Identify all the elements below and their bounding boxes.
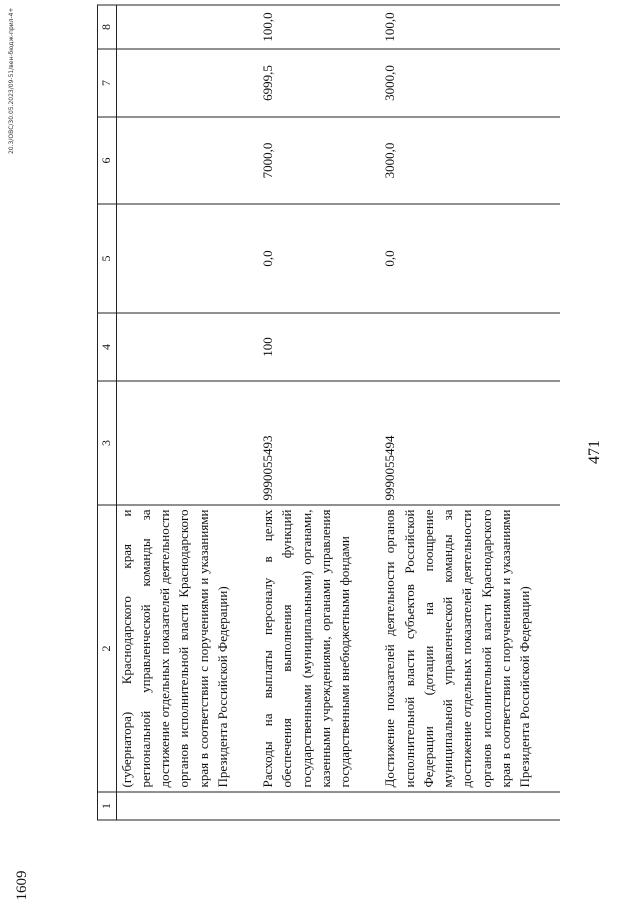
row-value-col8 bbox=[116, 5, 258, 49]
row-target-code bbox=[116, 381, 258, 505]
document-stamp: 20.3/ОВС/30.05.2023/09-51/вен-бюдж-прил-4+ bbox=[8, 7, 15, 155]
footer-page-code: 1609 bbox=[14, 870, 30, 901]
col-header-4: 4 bbox=[98, 313, 117, 381]
row-number bbox=[116, 792, 258, 820]
row-expense-type bbox=[380, 313, 560, 381]
row-value-col5: 0,0 bbox=[258, 204, 380, 313]
row-value-col7 bbox=[116, 49, 258, 117]
row-value-col5: 0,0 bbox=[380, 204, 560, 313]
row-value-col7: 6999,5 bbox=[258, 49, 380, 117]
row-value-col6: 7000,0 bbox=[258, 117, 380, 204]
row-description: Достижение показателей деятельности органов исполнительной власти субъектов Российской Федерации (дотации на поощрение муниципальной управленческой команды за достижение отдельных показателей деятельности органов исполнительной власти Краснодарского края в соответствии с поручениями и указаниями Президента Российской Федерации) bbox=[380, 505, 560, 792]
col-header-2: 2 bbox=[98, 505, 117, 792]
row-description: Расходы на выплаты персоналу в целях обеспечения выполнения функций государственными (муниципальными) органами, казенными учреждениями, органами управления государственными внебюджетными фондами bbox=[258, 505, 380, 792]
col-header-1: 1 bbox=[98, 792, 117, 820]
col-header-6: 6 bbox=[98, 117, 117, 204]
row-expense-type: 100 bbox=[258, 313, 380, 381]
row-number bbox=[380, 792, 560, 820]
row-expense-type bbox=[116, 313, 258, 381]
row-value-col6: 3000,0 bbox=[380, 117, 560, 204]
row-value-col7: 3000,0 bbox=[380, 49, 560, 117]
table-row bbox=[380, 5, 560, 820]
table-row bbox=[116, 5, 258, 820]
row-value-col8: 100,0 bbox=[380, 5, 560, 49]
row-target-code: 9990055494 bbox=[380, 381, 560, 505]
table-header-row bbox=[98, 5, 117, 820]
row-number bbox=[258, 792, 380, 820]
table-row bbox=[258, 5, 380, 820]
row-description: (губернатора) Краснодарского края и региональной управленческой команды за достижение отдельных показателей деятельности органов исполнительной власти Краснодарского края в соответствии с поручениями и указаниями Президента Российской Федерации) bbox=[116, 505, 258, 792]
col-header-7: 7 bbox=[98, 49, 117, 117]
row-value-col5 bbox=[116, 204, 258, 313]
col-header-5: 5 bbox=[98, 204, 117, 313]
col-header-8: 8 bbox=[98, 5, 117, 49]
row-value-col8: 100,0 bbox=[258, 5, 380, 49]
row-target-code: 9990055493 bbox=[258, 381, 380, 505]
page-number: 471 bbox=[586, 440, 603, 464]
budget-table bbox=[97, 5, 560, 821]
row-value-col6 bbox=[116, 117, 258, 204]
col-header-3: 3 bbox=[98, 381, 117, 505]
